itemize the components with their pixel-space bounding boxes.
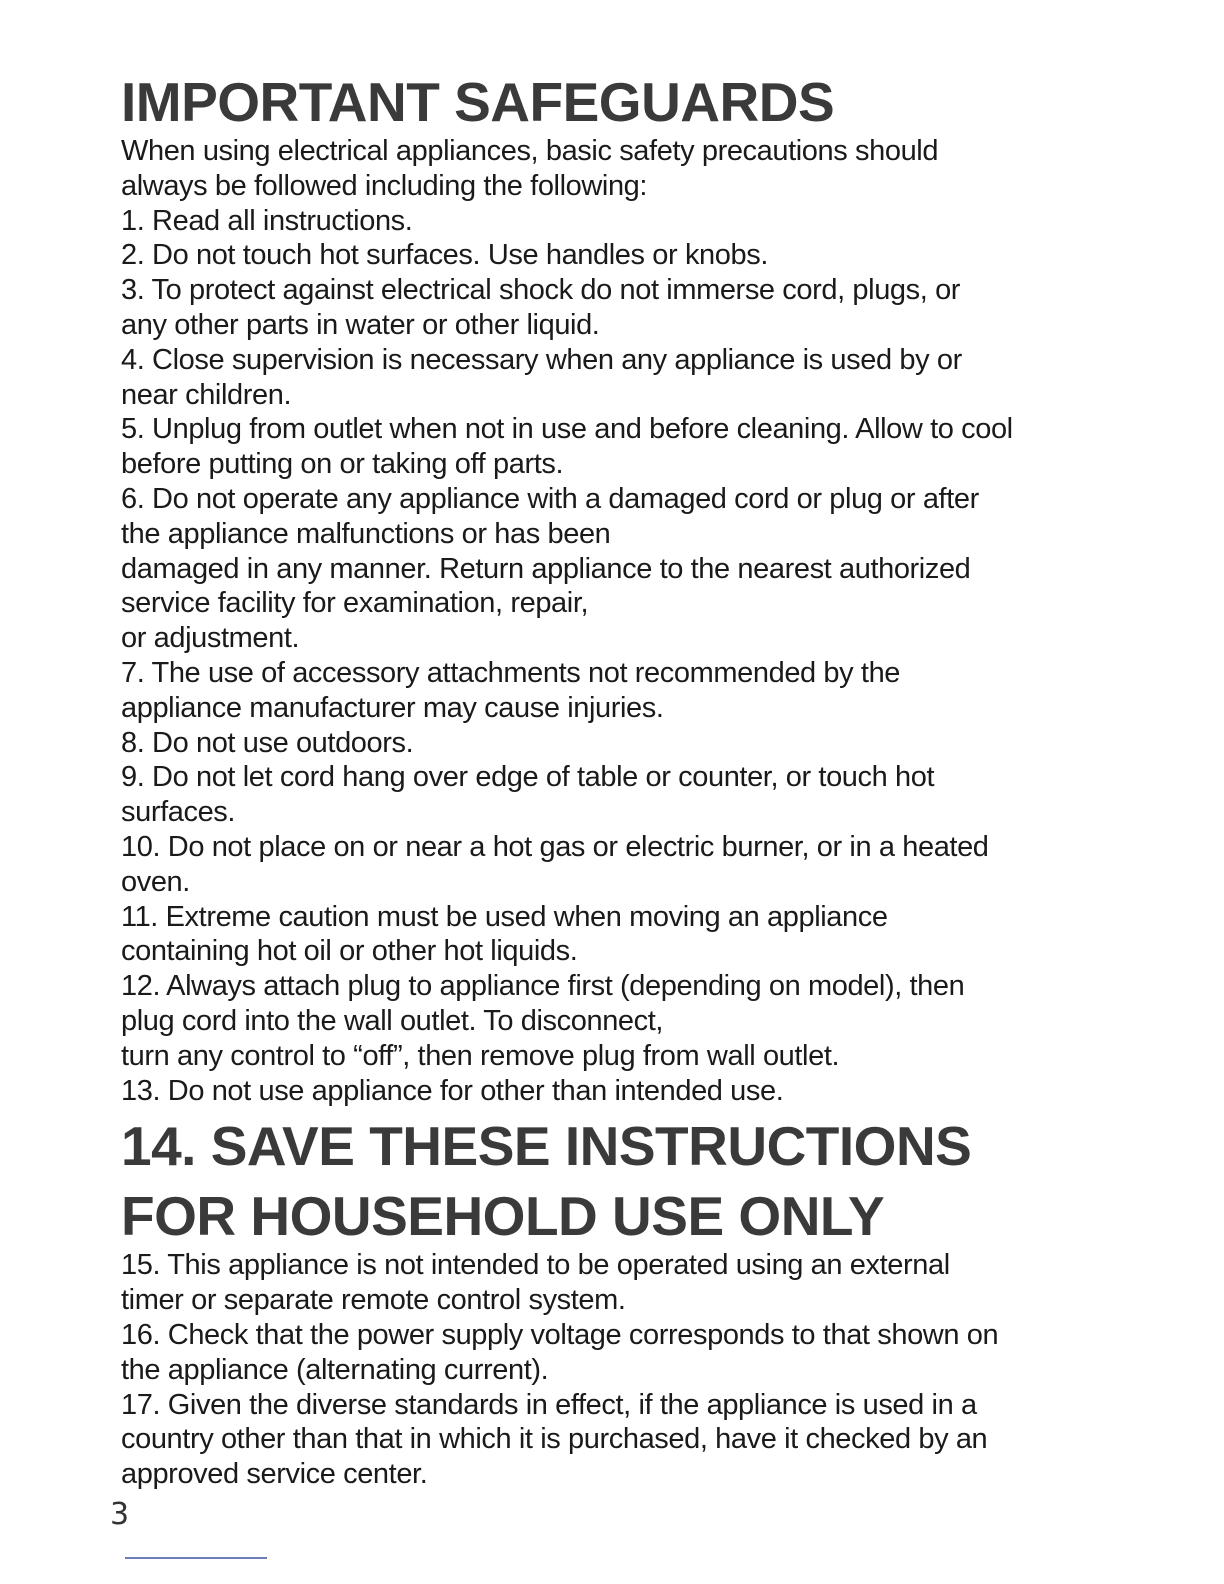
safeguard-item — [121, 412, 1106, 482]
safeguard-item-line: 13. Do not use appliance for other than intended use. — [121, 1074, 784, 1107]
safeguard-item-line: 10. Do not place on or near a hot gas or electric burner, or in a heated — [121, 830, 989, 863]
intro-line: always be followed including the following: — [121, 169, 648, 202]
document-page — [121, 70, 1106, 1492]
safeguard-item-line: 16. Check that the power supply voltage corresponds to that shown on — [121, 1318, 999, 1351]
safeguard-item-line: near children. — [121, 378, 292, 411]
safeguard-item-line: 17. Given the diverse standards in effect, if the appliance is used in a — [121, 1388, 977, 1421]
safeguard-item — [121, 1388, 1106, 1492]
safeguard-item — [121, 969, 1106, 1073]
safeguard-item-line: 11. Extreme caution must be used when moving an appliance — [121, 900, 888, 933]
safeguard-item-line: approved service center. — [121, 1458, 428, 1491]
safeguard-item-line: any other parts in water or other liquid. — [121, 308, 600, 341]
safeguard-item — [121, 1248, 1106, 1318]
intro-line: When using electrical appliances, basic safety precautions should — [121, 135, 939, 167]
safeguard-item-line: 15. This appliance is not intended to be operated using an external — [121, 1249, 950, 1282]
footer-divider — [125, 1557, 267, 1559]
safeguard-item — [121, 204, 1106, 239]
safeguard-item-line: service facility for examination, repair, — [121, 587, 589, 620]
safeguard-item-line: 5. Unplug from outlet when not in use and before cleaning. Allow to cool — [121, 413, 1013, 446]
safeguard-item-line: 7. The use of accessory attachments not recommended by the — [121, 656, 901, 689]
safeguard-item — [121, 1318, 1106, 1388]
safeguard-item-line: damaged in any manner. Return appliance to the nearest authorized — [121, 552, 971, 585]
page-title: IMPORTANT SAFEGUARDS — [121, 71, 835, 133]
safeguard-item — [121, 830, 1106, 900]
safeguard-item — [121, 273, 1106, 343]
safeguard-item — [121, 238, 1106, 273]
safeguard-item-line: country other than that in which it is purchased, have it checked by an — [121, 1423, 988, 1456]
safeguard-item-line: 3. To protect against electrical shock do not immerse cord, plugs, or — [121, 274, 961, 307]
safeguard-item-line: 1. Read all instructions. — [121, 204, 413, 237]
safeguard-item — [121, 900, 1106, 970]
safeguard-item-line: 2. Do not touch hot surfaces. Use handles or knobs. — [121, 239, 768, 272]
page-number: 3 — [110, 1497, 130, 1532]
safeguard-item — [121, 1074, 1106, 1109]
safeguard-item-line: 4. Close supervision is necessary when any appliance is used by or — [121, 343, 962, 376]
safeguard-item-line: timer or separate remote control system. — [121, 1284, 626, 1317]
safeguard-item-line: 6. Do not operate any appliance with a damaged cord or plug or after — [121, 482, 979, 515]
safeguard-item — [121, 656, 1106, 726]
safeguard-list — [121, 204, 1106, 1109]
safeguard-item-line: plug cord into the wall outlet. To disconnect, — [121, 1004, 664, 1037]
intro-paragraph — [121, 134, 1106, 204]
safeguard-item-line: surfaces. — [121, 796, 236, 829]
save-instructions-heading: 14. SAVE THESE INSTRUCTIONS — [121, 1115, 972, 1178]
safeguard-item — [121, 760, 1106, 830]
safeguard-item-line: the appliance malfunctions or has been — [121, 517, 611, 550]
safeguard-item-line: 9. Do not let cord hang over edge of table or counter, or touch hot — [121, 761, 935, 794]
safeguard-item-line: 12. Always attach plug to appliance first (depending on model), then — [121, 970, 965, 1003]
safeguard-item-line: appliance manufacturer may cause injuries. — [121, 691, 664, 724]
safeguard-item-line: before putting on or taking off parts. — [121, 448, 564, 481]
safeguard-item-line: oven. — [121, 865, 190, 898]
safeguard-item — [121, 343, 1106, 413]
safeguard-item — [121, 482, 1106, 656]
safeguard-item-line: or adjustment. — [121, 622, 300, 655]
safeguard-item-line: containing hot oil or other hot liquids. — [121, 935, 578, 968]
safeguard-item — [121, 726, 1106, 761]
safeguard-item-line: 8. Do not use outdoors. — [121, 726, 414, 759]
safeguard-item-line: the appliance (alternating current). — [121, 1353, 549, 1386]
household-use-heading: FOR HOUSEHOLD USE ONLY — [121, 1185, 885, 1248]
safeguard-item-line: turn any control to “off”, then remove plug from wall outlet. — [121, 1039, 840, 1072]
additional-safeguard-list — [121, 1248, 1106, 1492]
